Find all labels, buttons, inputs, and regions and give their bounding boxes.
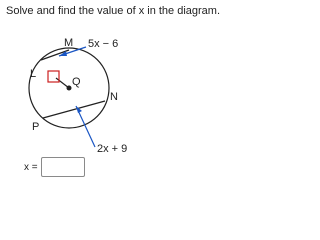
right-angle-marker (48, 71, 59, 82)
question-prompt: Solve and find the value of x in the diagram. (6, 5, 221, 17)
point-label-q: Q (72, 76, 81, 88)
answer-input[interactable] (41, 157, 85, 177)
point-label-p: P (32, 121, 40, 133)
center-point-q (67, 86, 72, 91)
answer-label: x = (24, 161, 38, 173)
point-label-n: N (110, 91, 118, 103)
expression-top: 5x − 6 (88, 38, 119, 50)
expression-bottom: 2x + 9 (97, 143, 128, 155)
answer-row (24, 157, 85, 177)
chord-pn (43, 101, 105, 118)
point-label-m: M (64, 37, 74, 49)
point-label-l: L (30, 68, 37, 80)
